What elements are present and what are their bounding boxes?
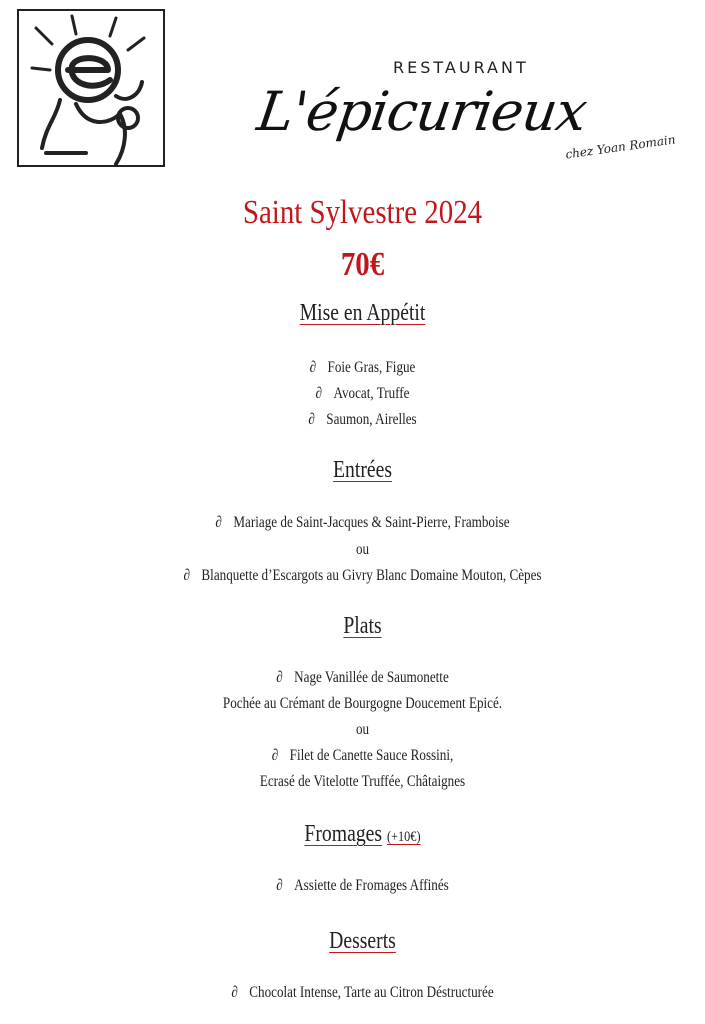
section-title-text: Mise en Appétit: [299, 300, 426, 326]
event-title: Saint Sylvestre 2024: [242, 194, 483, 231]
menu-item: [65, 385, 660, 403]
restaurant-logo: [16, 8, 166, 168]
fromages-supplement: (+10€): [386, 829, 421, 845]
section-title-desserts: [65, 928, 660, 955]
menu-item-text: Saumon, Airelles: [326, 411, 417, 428]
menu-item: [65, 747, 660, 765]
or-separator: ou: [355, 541, 370, 558]
menu-item: [65, 984, 660, 1002]
section-title-text: Plats: [343, 613, 382, 639]
bullet-icon: ∂: [215, 514, 222, 531]
menu-item-continued: Ecrasé de Vitelotte Truffée, Châtaignes: [259, 773, 466, 790]
section-title-fromages: [65, 821, 660, 848]
menu-item-text: Foie Gras, Figue: [327, 359, 416, 376]
section-title-text: Fromages: [304, 821, 383, 847]
menu-item-text: Chocolat Intense, Tarte au Citron Déstructurée: [249, 984, 494, 1001]
menu-item-text: Filet de Canette Sauce Rossini,: [289, 747, 454, 764]
brand-subtitle: chez Yoan Romain: [564, 132, 677, 162]
restaurant-label: RESTAURANT: [393, 58, 529, 77]
menu-price: 70€: [340, 246, 385, 283]
menu-item-text: Avocat, Truffe: [333, 385, 410, 402]
menu-item-continued: Pochée au Crémant de Bourgogne Doucement Epicé.: [222, 695, 503, 712]
menu-item-text: Nage Vanillée de Saumonette: [294, 669, 449, 686]
menu-item: [65, 669, 660, 687]
menu-item: [65, 514, 660, 532]
bullet-icon: ∂: [309, 359, 317, 376]
menu-item: [65, 411, 660, 429]
menu-item: [65, 567, 660, 585]
section-title-text: Entrées: [332, 457, 393, 483]
menu-item-text: Mariage de Saint-Jacques & Saint-Pierre, Framboise: [233, 514, 510, 531]
bullet-icon: ∂: [271, 747, 279, 764]
menu-item-text: Blanquette d’Escargots au Givry Blanc Domaine Mouton, Cèpes: [201, 567, 542, 584]
bullet-icon: ∂: [276, 669, 283, 686]
menu-item: [65, 877, 660, 895]
bullet-icon: ∂: [315, 385, 322, 402]
or-separator: ou: [355, 721, 370, 738]
menu-item-text: Assiette de Fromages Affinés: [294, 877, 449, 894]
bullet-icon: ∂: [308, 411, 315, 428]
bullet-icon: ∂: [276, 877, 283, 894]
section-title-mise: [65, 300, 660, 327]
bullet-icon: ∂: [231, 984, 238, 1001]
menu-item: [65, 359, 660, 377]
bullet-icon: ∂: [183, 567, 190, 584]
section-title-text: Desserts: [329, 928, 396, 954]
section-title-entrees: [65, 457, 660, 484]
brand-name: L'épicurieux: [253, 80, 591, 143]
section-title-plats: [65, 613, 660, 640]
